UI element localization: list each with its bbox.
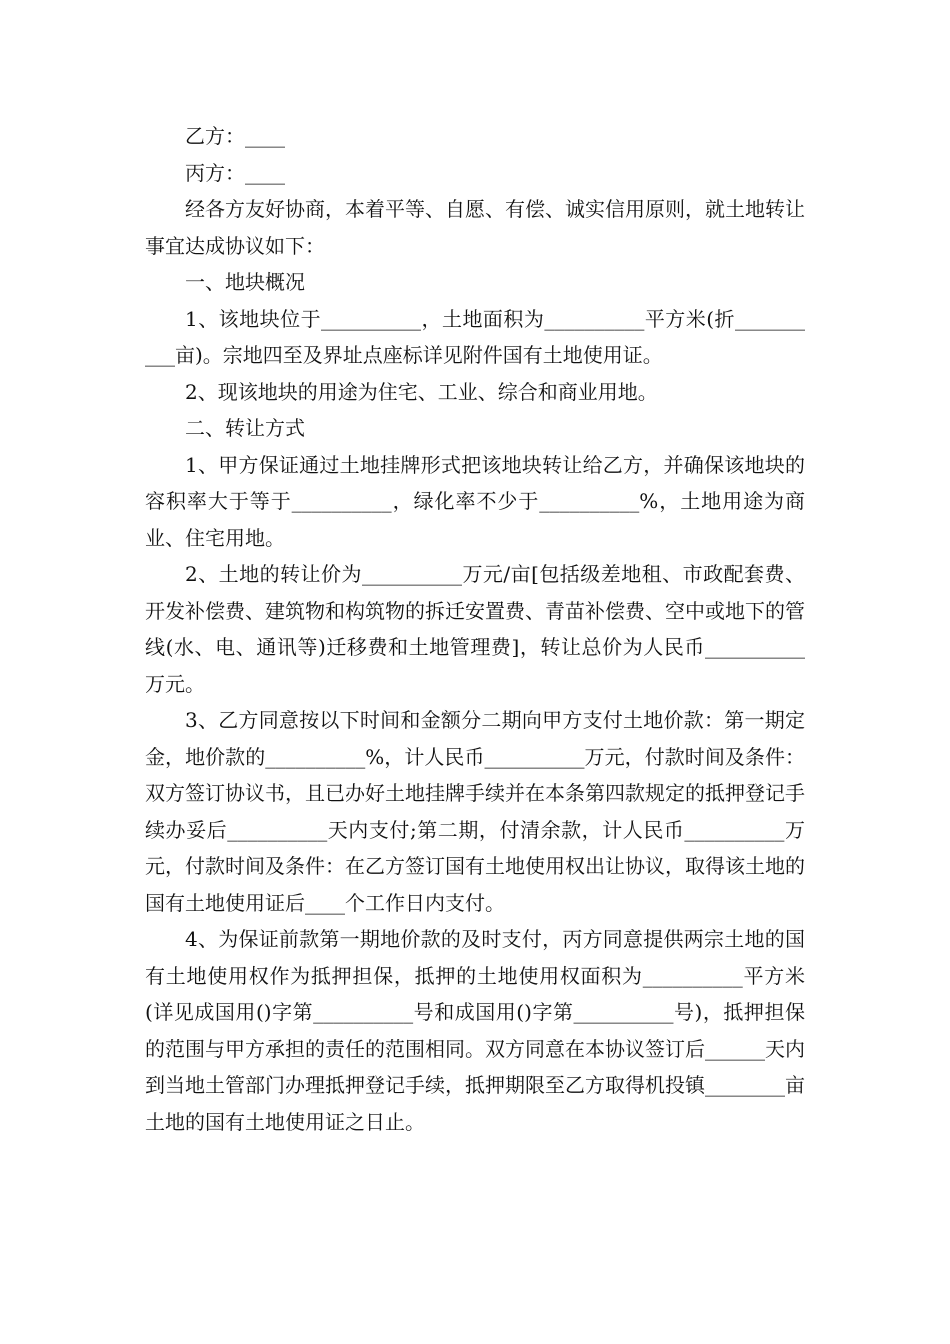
preamble-paragraph: 经各方友好协商，本着平等、自愿、有偿、诚实信用原则，就土地转让事宜达成协议如下： [145,197,805,258]
section-heading-parcel-overview: 一、地块概况 [185,270,305,294]
clause-parcel-location: 1、该地块位于__________，土地面积为__________平方米(折__________亩)。宗地四至及界址点座标详见附件国有土地使用证。 [145,306,805,367]
clause-payment-schedule: 3、乙方同意按以下时间和金额分二期向甲方支付土地价款：第一期定金，地价款的__________%，计人民币__________万元，付款时间及条件：双方签订协议书，且已办好土地挂牌手续并在本条第四款规定的抵押登记手续办妥后__________天内支付;第二期，付清余款，计人民币__________万元，付款时间及条件：在乙方签订国有土地使用权出让协议，取得该土地的国有土地使用证后____个工作日内支付。 [145,708,805,915]
section-heading-transfer-method: 二、转让方式 [185,416,305,440]
clause-transfer-price: 2、土地的转让价为__________万元/亩[包括级差地租、市政配套费、开发补偿费、建筑物和构筑物的拆迁安置费、青苗补偿费、空中或地下的管线(水、电、通讯等)迁移费和土地管理费]，转让总价为人民币__________万元。 [145,562,805,696]
clause-transfer-guarantee: 1、甲方保证通过土地挂牌形式把该地块转让给乙方，并确保该地块的容积率大于等于__________，绿化率不少于__________%，土地用途为商业、住宅用地。 [145,452,805,550]
party-c-line: 丙方：____ [185,160,285,185]
clause-mortgage-guarantee: 4、为保证前款第一期地价款的及时支付，丙方同意提供两宗土地的国有土地使用权作为抵押担保，抵押的土地使用权面积为__________平方米(详见成国用()字第__________号和成国用()字第__________号)，抵押担保的范围与甲方承担的责任的范围相同。双方同意在本协议签订后______天内到当地土管部门办理抵押登记手续，抵押期限至乙方取得机投镇________亩土地的国有土地使用证之日止。 [145,927,805,1134]
clause-parcel-use: 2、现该地块的用途为住宅、工业、综合和商业用地。 [185,379,658,404]
party-b-line: 乙方：____ [185,124,285,148]
document-body [145,118,805,1140]
